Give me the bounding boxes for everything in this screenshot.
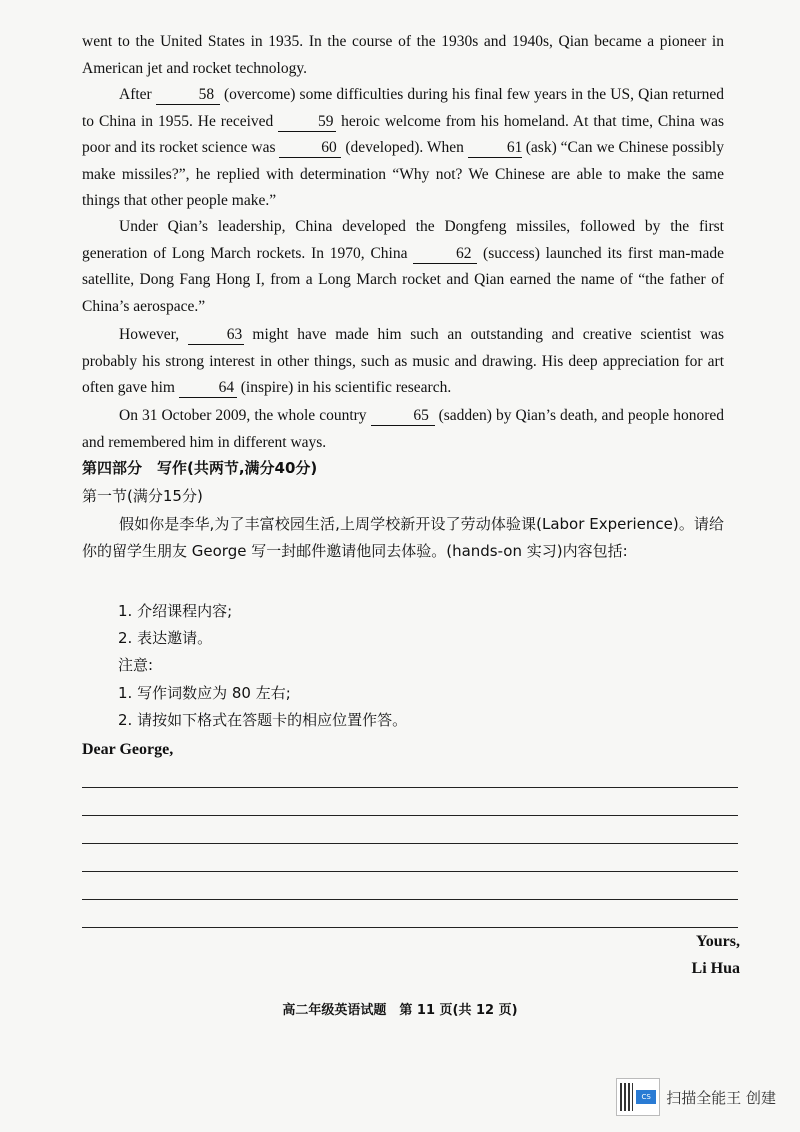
requirement-item-2: 2. 表达邀请。 — [118, 629, 213, 647]
blank-62: 62 — [413, 245, 477, 264]
scanner-logo-icon — [616, 1078, 660, 1116]
blank-59: 59 — [278, 113, 336, 132]
answer-line — [82, 871, 738, 872]
passage-text: On 31 October 2009, the whole country — [119, 407, 371, 424]
note-item-1: 1. 写作词数应为 80 左右; — [118, 684, 291, 702]
passage-text: After — [119, 86, 156, 103]
answer-line — [82, 899, 738, 900]
passage-text: (inspire) in his scientific research. — [236, 379, 452, 396]
qr-code-icon — [620, 1083, 633, 1111]
answer-line — [82, 815, 738, 816]
blank-60: 60 — [279, 139, 341, 158]
answer-line — [82, 787, 738, 788]
letter-signature: Li Hua — [691, 960, 740, 977]
section-heading: 第四部分 写作(共两节,满分40分) — [82, 459, 318, 477]
writing-prompt: 假如你是李华,为了丰富校园生活,上周学校新开设了劳动体验课(Labor Experience)。请给你的留学生朋友 George 写一封邮件邀请他同去体验。(hands-on 实习)内容包括: — [82, 515, 724, 560]
passage-text: (success) launched its first man-made satellite, Dong Fang Hong I, from a Long March rocket and Qian earned the name of “the father of China’s aerospace.” — [82, 244, 724, 315]
blank-61: 61 — [468, 139, 522, 158]
passage-paragraph-2 — [82, 82, 724, 215]
blank-64: 64 — [179, 379, 237, 398]
page-footer: 高二年级英语试题 第 11 页(共 12 页) — [282, 1003, 518, 1018]
passage-paragraph-4 — [82, 322, 724, 402]
passage-paragraph-5 — [82, 403, 724, 456]
note-item-2: 2. 请按如下格式在答题卡的相应位置作答。 — [118, 711, 408, 729]
answer-line — [82, 927, 738, 928]
note-label: 注意: — [118, 656, 154, 674]
requirement-item-1: 1. 介绍课程内容; — [118, 602, 233, 620]
scanner-label: 扫描全能王 创建 — [666, 1088, 776, 1107]
letter-salutation: Dear George, — [82, 741, 174, 758]
passage-text: went to the United States in 1935. In the course of the 1930s and 1940s, Qian became a pioneer in American jet and rocket technology. — [82, 33, 724, 77]
blank-65: 65 — [371, 407, 435, 426]
blank-58: 58 — [156, 86, 220, 105]
cs-badge: CS — [636, 1090, 656, 1104]
passage-paragraph-3 — [82, 214, 724, 320]
blank-63: 63 — [188, 326, 244, 345]
passage-text: might have made him such an outstanding and creative scientist was probably his strong interest in other things, such as music and drawing. His deep appreciation for art often gave him — [82, 326, 725, 396]
passage-text: Under Qian’s leadership, China developed the Dongfeng missiles, followed by the first generation of Long March rockets. In 1970, China — [82, 218, 724, 262]
passage-text: heroic welcome from his homeland. At that time, China was poor and its rocket science was — [82, 112, 724, 156]
passage-text: (sadden) by Qian’s death, and people honored and remembered him in different ways. — [82, 407, 725, 451]
passage-text: (ask) “Can we Chinese possibly make missiles?”, he replied with determination “Why not? We Chinese are able to make the same things that other people make.” — [82, 139, 724, 209]
passage-text: However, — [119, 326, 188, 343]
passage-paragraph-1 — [82, 29, 724, 82]
letter-closing: Yours, — [695, 933, 740, 950]
scanner-watermark — [616, 1078, 776, 1116]
passage-text: (overcome) some difficulties during his final few years in the US, Qian returned to China in 1955. He received — [82, 86, 724, 130]
answer-line — [82, 843, 738, 844]
passage-text: (developed). When — [341, 139, 468, 156]
subsection-heading: 第一节(满分15分) — [82, 487, 203, 505]
